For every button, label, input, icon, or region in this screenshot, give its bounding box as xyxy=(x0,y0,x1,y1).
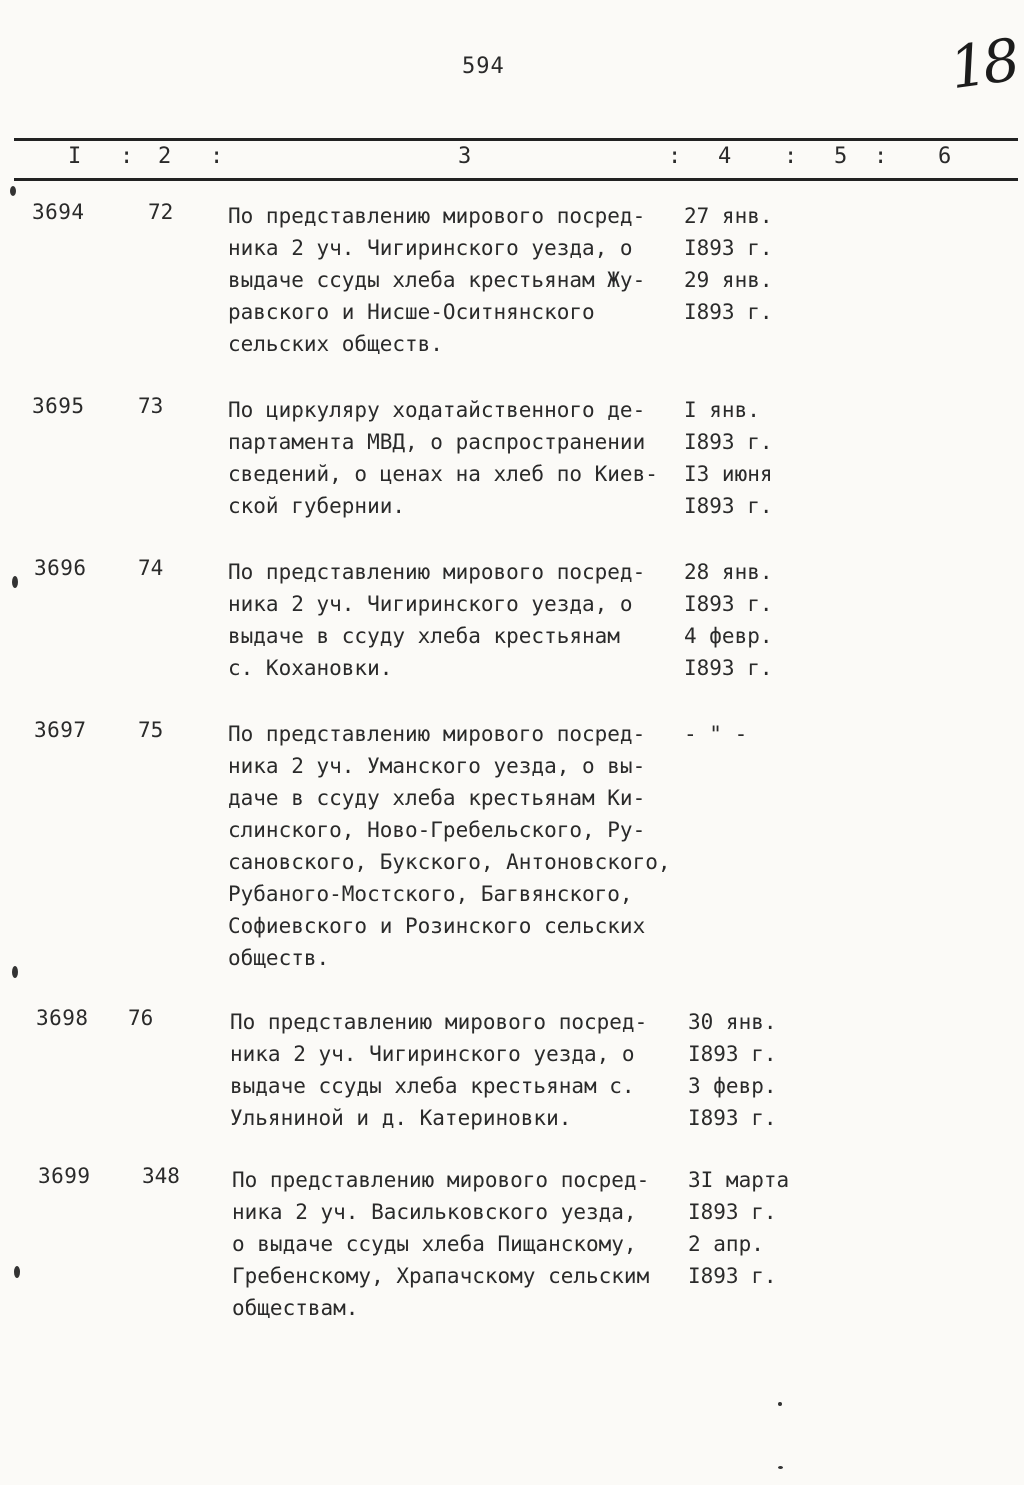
entry-description xyxy=(228,200,645,360)
text-line: выдаче ссуды хлеба крестьянам Жу- xyxy=(228,268,646,292)
entry-number: 3697 xyxy=(34,718,87,742)
text-line: ника 2 уч. Чигиринского уезда, о xyxy=(228,592,633,616)
date-line: I893 г. xyxy=(684,300,773,324)
scan-speck xyxy=(778,1402,782,1406)
date-line: I893 г. xyxy=(688,1264,777,1288)
entry-dates xyxy=(684,394,773,522)
scan-speck xyxy=(12,966,18,978)
entry-number: 3698 xyxy=(36,1006,89,1030)
scan-speck xyxy=(778,1466,783,1469)
text-line: слинского, Ново-Гребельского, Ру- xyxy=(228,818,646,842)
entry-dates xyxy=(688,1006,777,1134)
date-line: I893 г. xyxy=(684,494,773,518)
handwritten-sheet-number: 18 xyxy=(945,25,1021,103)
date-line: I893 г. xyxy=(684,430,773,454)
text-line: ника 2 уч. Чигиринского уезда, о xyxy=(230,1042,635,1066)
entry-number: 3696 xyxy=(34,556,87,580)
date-line: I893 г. xyxy=(688,1042,777,1066)
text-line: По циркуляру ходатайственного де- xyxy=(228,398,646,422)
entry-number: 3699 xyxy=(38,1164,91,1188)
entry-description xyxy=(230,1006,647,1134)
entry-sheet: 348 xyxy=(142,1164,180,1188)
entry-number: 3695 xyxy=(32,394,85,418)
header-col-1: I xyxy=(68,144,82,169)
text-line: даче в ссуду хлеба крестьянам Ки- xyxy=(228,786,646,810)
text-line: По представлению мирового посред- xyxy=(230,1010,648,1034)
header-col-5: 5 xyxy=(834,144,848,169)
text-line: обществам. xyxy=(232,1296,359,1320)
entry-description xyxy=(228,556,645,684)
header-separator: : xyxy=(784,144,798,169)
text-line: равского и Нисше-Оситнянского xyxy=(228,300,595,324)
date-line: I893 г. xyxy=(684,656,773,680)
scan-speck xyxy=(10,186,16,196)
date-line: I893 г. xyxy=(684,236,773,260)
date-line: 3 февр. xyxy=(688,1074,777,1098)
page-number: 594 xyxy=(462,54,505,79)
scan-speck xyxy=(12,576,18,588)
date-line: 30 янв. xyxy=(688,1010,777,1034)
entry-description xyxy=(228,718,671,974)
date-line: 2 апр. xyxy=(688,1232,764,1256)
header-separator: : xyxy=(120,144,134,169)
text-line: с. Кохановки. xyxy=(228,656,393,680)
text-line: По представлению мирового посред- xyxy=(228,560,646,584)
header-bottom-rule xyxy=(14,178,1018,181)
text-line: Софиевского и Розинского сельских xyxy=(228,914,646,938)
date-line: I893 г. xyxy=(688,1106,777,1130)
text-line: Гребенскому, Храпачскому сельским xyxy=(232,1264,650,1288)
text-line: партамента МВД, о распространении xyxy=(228,430,646,454)
scan-speck xyxy=(14,1266,20,1278)
entry-dates xyxy=(688,1164,789,1292)
date-line: 3I марта xyxy=(688,1168,790,1192)
entry-sheet: 75 xyxy=(138,718,164,742)
entry-dates xyxy=(684,200,773,328)
header-top-rule xyxy=(14,138,1018,141)
text-line: ника 2 уч. Уманского уезда, о вы- xyxy=(228,754,646,778)
text-line: сведений, о ценах на хлеб по Киев- xyxy=(228,462,658,486)
text-line: обществ. xyxy=(228,946,330,970)
header-col-3: 3 xyxy=(458,144,472,169)
entry-description xyxy=(228,394,658,522)
entry-sheet: 73 xyxy=(138,394,164,418)
header-col-2: 2 xyxy=(158,144,172,169)
entry-sheet: 76 xyxy=(128,1006,154,1030)
date-line: I893 г. xyxy=(684,592,773,616)
header-separator: : xyxy=(210,144,224,169)
header-col-4: 4 xyxy=(718,144,732,169)
text-line: сановского, Букского, Антоновского, xyxy=(228,850,671,874)
entry-sheet: 72 xyxy=(148,200,174,224)
text-line: По представлению мирового посред- xyxy=(228,204,646,228)
header-separator: : xyxy=(668,144,682,169)
text-line: ской губернии. xyxy=(228,494,406,518)
entry-dates xyxy=(684,718,747,750)
date-line: I893 г. xyxy=(688,1200,777,1224)
text-line: По представлению мирового посред- xyxy=(232,1168,650,1192)
entry-sheet: 74 xyxy=(138,556,164,580)
text-line: По представлению мирового посред- xyxy=(228,722,646,746)
date-line: 27 янв. xyxy=(684,204,773,228)
header-separator: : xyxy=(874,144,888,169)
header-col-6: 6 xyxy=(938,144,952,169)
entry-description xyxy=(232,1164,649,1324)
text-line: сельских обществ. xyxy=(228,332,443,356)
text-line: выдаче в ссуду хлеба крестьянам xyxy=(228,624,620,648)
entry-dates xyxy=(684,556,773,684)
date-line: I3 июня xyxy=(684,462,773,486)
date-line: 28 янв. xyxy=(684,560,773,584)
date-line: 4 февр. xyxy=(684,624,773,648)
text-line: ника 2 уч. Васильковского уезда, xyxy=(232,1200,637,1224)
date-line: 29 янв. xyxy=(684,268,773,292)
text-line: ника 2 уч. Чигиринского уезда, о xyxy=(228,236,633,260)
date-line-ditto: - " - xyxy=(684,722,748,746)
date-line: I янв. xyxy=(684,398,760,422)
text-line: Рубаного-Мостского, Багвянского, xyxy=(228,882,633,906)
entry-number: 3694 xyxy=(32,200,85,224)
text-line: выдаче ссуды хлеба крестьянам с. xyxy=(230,1074,635,1098)
text-line: Ульяниной и д. Катериновки. xyxy=(230,1106,572,1130)
text-line: о выдаче ссуды хлеба Пищанскому, xyxy=(232,1232,637,1256)
